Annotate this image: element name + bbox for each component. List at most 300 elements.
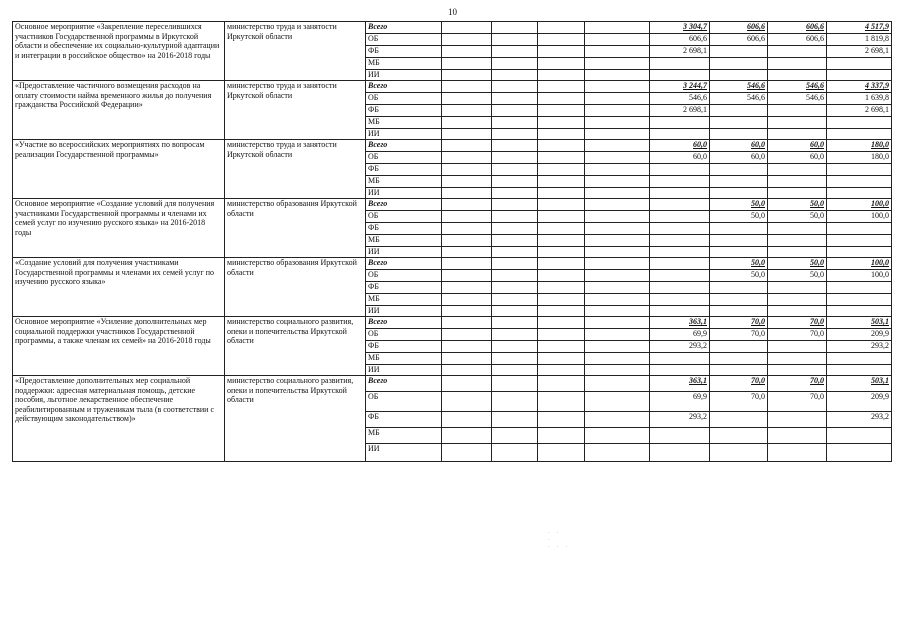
amount-cell	[492, 188, 538, 199]
activity-description: Основное мероприятие «Закрепление переселившихся участников Государственной программы в Иркутской области и обеспечение их социально-культурной адаптации и интеграции в российское общество» на 2016-2018 годы	[13, 22, 225, 81]
amount-cell	[492, 428, 538, 444]
amount-cell: 606,6	[710, 34, 768, 46]
responsible-executor: министерство труда и занятости Иркутской области	[225, 140, 366, 199]
amount-cell	[442, 306, 492, 317]
amount-cell: 2 698,1	[650, 105, 710, 117]
amount-cell	[710, 412, 768, 428]
amount-cell: 2 698,1	[827, 46, 892, 58]
amount-cell	[650, 270, 710, 282]
funding-source: ОБ	[366, 34, 442, 46]
amount-cell	[442, 270, 492, 282]
amount-cell	[650, 176, 710, 188]
amount-cell	[585, 223, 650, 235]
amount-cell	[492, 199, 538, 211]
amount-cell	[538, 223, 585, 235]
amount-cell	[538, 140, 585, 152]
amount-cell: 503,1	[827, 376, 892, 392]
budget-table	[12, 21, 892, 462]
amount-cell	[442, 376, 492, 392]
amount-cell	[650, 199, 710, 211]
amount-cell: 100,0	[827, 199, 892, 211]
funding-source: МБ	[366, 58, 442, 70]
amount-cell	[492, 317, 538, 329]
amount-cell: 50,0	[768, 270, 827, 282]
amount-cell	[585, 317, 650, 329]
funding-source: МБ	[366, 294, 442, 306]
amount-cell	[710, 70, 768, 81]
amount-cell	[585, 70, 650, 81]
amount-cell: 60,0	[650, 140, 710, 152]
amount-cell	[538, 341, 585, 353]
amount-cell	[492, 223, 538, 235]
amount-cell	[442, 176, 492, 188]
amount-cell	[827, 176, 892, 188]
amount-cell: 546,6	[650, 93, 710, 105]
amount-cell	[710, 223, 768, 235]
amount-cell	[442, 353, 492, 365]
amount-cell	[442, 294, 492, 306]
amount-cell	[827, 188, 892, 199]
amount-cell: 546,6	[710, 93, 768, 105]
amount-cell	[585, 392, 650, 412]
amount-cell	[492, 294, 538, 306]
amount-cell	[768, 412, 827, 428]
amount-cell	[710, 105, 768, 117]
funding-source: ФБ	[366, 341, 442, 353]
funding-source: Всего	[366, 140, 442, 152]
amount-cell	[650, 306, 710, 317]
amount-cell	[492, 341, 538, 353]
amount-cell	[768, 282, 827, 294]
amount-cell	[768, 176, 827, 188]
amount-cell	[538, 211, 585, 223]
amount-cell	[585, 365, 650, 376]
amount-cell	[585, 282, 650, 294]
amount-cell	[442, 46, 492, 58]
amount-cell	[710, 188, 768, 199]
amount-cell	[768, 164, 827, 176]
funding-source: МБ	[366, 235, 442, 247]
amount-cell	[827, 247, 892, 258]
amount-cell: 293,2	[650, 341, 710, 353]
amount-cell	[442, 34, 492, 46]
amount-cell	[538, 58, 585, 70]
responsible-executor: министерство труда и занятости Иркутской области	[225, 22, 366, 81]
activity-description: «Предоставление дополнительных мер социальной поддержки: адресная материальная помощь, детские пособия, льготное лекарственное обеспечение реабилитированным и труженикам тыла (в соответствии с действующим законодательством)»	[13, 376, 225, 462]
amount-cell: 60,0	[768, 152, 827, 164]
amount-cell: 3 304,7	[650, 22, 710, 34]
amount-cell	[492, 34, 538, 46]
amount-cell	[710, 282, 768, 294]
amount-cell	[827, 428, 892, 444]
amount-cell	[827, 294, 892, 306]
amount-cell	[538, 93, 585, 105]
amount-cell	[492, 93, 538, 105]
amount-cell	[538, 105, 585, 117]
amount-cell	[492, 58, 538, 70]
table-row	[13, 317, 892, 329]
amount-cell: 69,9	[650, 392, 710, 412]
funding-source: МБ	[366, 176, 442, 188]
amount-cell	[768, 428, 827, 444]
amount-cell	[442, 317, 492, 329]
amount-cell	[710, 306, 768, 317]
amount-cell	[492, 270, 538, 282]
amount-cell	[650, 58, 710, 70]
amount-cell	[710, 365, 768, 376]
amount-cell	[538, 176, 585, 188]
amount-cell	[442, 105, 492, 117]
amount-cell	[492, 117, 538, 129]
amount-cell	[585, 58, 650, 70]
amount-cell	[538, 117, 585, 129]
amount-cell	[492, 81, 538, 93]
amount-cell	[827, 444, 892, 462]
activity-description: Основное мероприятие «Усиление дополнительных мер социальной поддержки участников Государственной программы, а также членам их семей» на 2016-2018 годы	[13, 317, 225, 376]
funding-source: МБ	[366, 353, 442, 365]
amount-cell	[585, 329, 650, 341]
amount-cell	[585, 34, 650, 46]
amount-cell	[827, 117, 892, 129]
amount-cell	[538, 317, 585, 329]
funding-source: ИИ	[366, 306, 442, 317]
table-row	[13, 22, 892, 34]
amount-cell: 209,9	[827, 392, 892, 412]
amount-cell	[585, 306, 650, 317]
amount-cell	[768, 235, 827, 247]
amount-cell	[492, 211, 538, 223]
amount-cell	[768, 188, 827, 199]
amount-cell	[585, 129, 650, 140]
funding-source: Всего	[366, 258, 442, 270]
amount-cell	[442, 188, 492, 199]
funding-source: ИИ	[366, 129, 442, 140]
amount-cell	[538, 188, 585, 199]
amount-cell: 70,0	[710, 392, 768, 412]
responsible-executor: министерство образования Иркутской области	[225, 258, 366, 317]
amount-cell	[710, 353, 768, 365]
amount-cell	[585, 235, 650, 247]
funding-source: ФБ	[366, 105, 442, 117]
amount-cell	[710, 294, 768, 306]
amount-cell	[442, 428, 492, 444]
amount-cell	[492, 376, 538, 392]
funding-source: Всего	[366, 199, 442, 211]
amount-cell	[585, 341, 650, 353]
amount-cell: 4 337,9	[827, 81, 892, 93]
amount-cell: 2 698,1	[650, 46, 710, 58]
amount-cell: 70,0	[768, 317, 827, 329]
amount-cell	[710, 341, 768, 353]
amount-cell: 180,0	[827, 152, 892, 164]
amount-cell	[827, 70, 892, 81]
amount-cell	[585, 22, 650, 34]
amount-cell	[442, 247, 492, 258]
amount-cell	[710, 129, 768, 140]
amount-cell	[538, 258, 585, 270]
amount-cell	[442, 58, 492, 70]
amount-cell: 363,1	[650, 317, 710, 329]
amount-cell	[585, 376, 650, 392]
funding-source: ИИ	[366, 188, 442, 199]
amount-cell	[492, 392, 538, 412]
amount-cell: 180,0	[827, 140, 892, 152]
amount-cell	[650, 353, 710, 365]
amount-cell	[650, 117, 710, 129]
amount-cell	[442, 235, 492, 247]
amount-cell	[585, 117, 650, 129]
amount-cell: 50,0	[710, 270, 768, 282]
funding-source: ОБ	[366, 211, 442, 223]
funding-source: ОБ	[366, 93, 442, 105]
amount-cell	[710, 176, 768, 188]
amount-cell	[768, 444, 827, 462]
funding-source: ИИ	[366, 365, 442, 376]
amount-cell	[538, 392, 585, 412]
funding-source: ОБ	[366, 270, 442, 282]
table-row	[13, 81, 892, 93]
amount-cell	[442, 412, 492, 428]
funding-source: Всего	[366, 22, 442, 34]
amount-cell	[768, 58, 827, 70]
amount-cell	[768, 341, 827, 353]
funding-source: Всего	[366, 317, 442, 329]
amount-cell	[710, 428, 768, 444]
amount-cell	[538, 444, 585, 462]
amount-cell	[538, 81, 585, 93]
responsible-executor: министерство образования Иркутской области	[225, 199, 366, 258]
amount-cell	[538, 412, 585, 428]
amount-cell: 70,0	[710, 329, 768, 341]
amount-cell: 2 698,1	[827, 105, 892, 117]
amount-cell	[650, 70, 710, 81]
funding-source: ОБ	[366, 152, 442, 164]
amount-cell	[492, 129, 538, 140]
amount-cell	[442, 140, 492, 152]
amount-cell: 606,6	[710, 22, 768, 34]
amount-cell	[768, 294, 827, 306]
amount-cell	[492, 105, 538, 117]
amount-cell	[538, 235, 585, 247]
amount-cell	[442, 199, 492, 211]
amount-cell	[492, 70, 538, 81]
amount-cell	[585, 258, 650, 270]
amount-cell	[585, 46, 650, 58]
amount-cell	[442, 152, 492, 164]
amount-cell	[538, 164, 585, 176]
funding-source: Всего	[366, 376, 442, 392]
amount-cell	[492, 365, 538, 376]
funding-source: ФБ	[366, 223, 442, 235]
amount-cell	[538, 22, 585, 34]
amount-cell	[585, 428, 650, 444]
amount-cell	[492, 22, 538, 34]
amount-cell	[538, 353, 585, 365]
amount-cell: 546,6	[768, 81, 827, 93]
amount-cell: 4 517,9	[827, 22, 892, 34]
amount-cell	[585, 199, 650, 211]
amount-cell	[650, 247, 710, 258]
amount-cell	[768, 306, 827, 317]
amount-cell	[768, 70, 827, 81]
scan-specks: · · · · · ·	[548, 531, 571, 550]
amount-cell	[442, 164, 492, 176]
funding-source: ФБ	[366, 46, 442, 58]
funding-source: ИИ	[366, 247, 442, 258]
amount-cell	[538, 306, 585, 317]
amount-cell	[585, 81, 650, 93]
activity-description: «Участие во всероссийских мероприятиях по вопросам реализации Государственной программы»	[13, 140, 225, 199]
amount-cell	[538, 329, 585, 341]
activity-description: «Создание условий для получения участниками Государственной программы и членами их семей услуг по изучению русского языка»	[13, 258, 225, 317]
amount-cell	[710, 58, 768, 70]
amount-cell	[585, 353, 650, 365]
amount-cell	[442, 341, 492, 353]
amount-cell: 363,1	[650, 376, 710, 392]
funding-source: Всего	[366, 81, 442, 93]
amount-cell	[768, 223, 827, 235]
amount-cell	[442, 81, 492, 93]
amount-cell	[585, 211, 650, 223]
amount-cell	[538, 428, 585, 444]
amount-cell	[442, 211, 492, 223]
amount-cell	[650, 188, 710, 199]
amount-cell	[585, 152, 650, 164]
amount-cell	[827, 353, 892, 365]
amount-cell: 3 244,7	[650, 81, 710, 93]
amount-cell: 70,0	[768, 376, 827, 392]
amount-cell	[492, 282, 538, 294]
amount-cell	[492, 152, 538, 164]
activity-description: «Предоставление частичного возмещения расходов на оплату стоимости найма временного жилья до получения гражданства Российской Федерации»	[13, 81, 225, 140]
amount-cell: 69,9	[650, 329, 710, 341]
amount-cell	[827, 58, 892, 70]
amount-cell	[710, 164, 768, 176]
amount-cell	[827, 223, 892, 235]
amount-cell	[538, 199, 585, 211]
amount-cell	[538, 152, 585, 164]
funding-source: ИИ	[366, 444, 442, 462]
amount-cell	[650, 223, 710, 235]
table-row	[13, 199, 892, 211]
amount-cell	[492, 176, 538, 188]
amount-cell: 606,6	[768, 34, 827, 46]
amount-cell	[442, 329, 492, 341]
amount-cell	[585, 164, 650, 176]
responsible-executor: министерство социального развития, опеки и попечительства Иркутской области	[225, 376, 366, 462]
amount-cell	[442, 444, 492, 462]
amount-cell	[768, 353, 827, 365]
amount-cell: 100,0	[827, 211, 892, 223]
amount-cell	[710, 235, 768, 247]
amount-cell	[538, 129, 585, 140]
amount-cell	[585, 412, 650, 428]
amount-cell	[442, 365, 492, 376]
amount-cell	[585, 105, 650, 117]
amount-cell	[538, 70, 585, 81]
amount-cell: 60,0	[710, 152, 768, 164]
amount-cell	[827, 365, 892, 376]
amount-cell	[650, 365, 710, 376]
page-number: 10	[448, 7, 457, 17]
amount-cell: 546,6	[710, 81, 768, 93]
amount-cell	[768, 365, 827, 376]
amount-cell	[492, 444, 538, 462]
amount-cell	[492, 46, 538, 58]
amount-cell: 70,0	[768, 329, 827, 341]
amount-cell: 100,0	[827, 258, 892, 270]
amount-cell	[538, 376, 585, 392]
amount-cell: 50,0	[710, 258, 768, 270]
amount-cell	[492, 306, 538, 317]
funding-source: ФБ	[366, 164, 442, 176]
amount-cell: 70,0	[710, 317, 768, 329]
amount-cell	[538, 270, 585, 282]
amount-cell	[650, 235, 710, 247]
amount-cell	[650, 211, 710, 223]
amount-cell: 50,0	[710, 199, 768, 211]
table-row	[13, 258, 892, 270]
amount-cell	[442, 282, 492, 294]
amount-cell	[538, 247, 585, 258]
amount-cell	[442, 392, 492, 412]
amount-cell	[650, 444, 710, 462]
amount-cell: 70,0	[768, 392, 827, 412]
funding-source: ОБ	[366, 392, 442, 412]
amount-cell: 606,6	[768, 22, 827, 34]
amount-cell	[492, 412, 538, 428]
amount-cell: 209,9	[827, 329, 892, 341]
amount-cell	[585, 188, 650, 199]
amount-cell	[768, 46, 827, 58]
amount-cell	[538, 294, 585, 306]
amount-cell	[492, 140, 538, 152]
funding-source: ФБ	[366, 282, 442, 294]
amount-cell	[538, 34, 585, 46]
amount-cell	[827, 282, 892, 294]
amount-cell	[492, 329, 538, 341]
amount-cell: 70,0	[710, 376, 768, 392]
amount-cell: 50,0	[768, 211, 827, 223]
funding-source: МБ	[366, 428, 442, 444]
amount-cell: 60,0	[710, 140, 768, 152]
amount-cell	[492, 258, 538, 270]
amount-cell	[585, 176, 650, 188]
amount-cell: 293,2	[827, 412, 892, 428]
amount-cell	[538, 365, 585, 376]
amount-cell	[585, 140, 650, 152]
amount-cell: 606,6	[650, 34, 710, 46]
amount-cell	[538, 46, 585, 58]
table-row	[13, 140, 892, 152]
amount-cell	[710, 247, 768, 258]
amount-cell: 60,0	[650, 152, 710, 164]
amount-cell	[768, 105, 827, 117]
amount-cell	[442, 258, 492, 270]
amount-cell	[585, 93, 650, 105]
activity-description: Основное мероприятие «Создание условий для получения участниками Государственной программы и членами их семей услуг по изучению русского языка» на 2016-2018 годы	[13, 199, 225, 258]
amount-cell: 1 639,8	[827, 93, 892, 105]
amount-cell	[710, 46, 768, 58]
amount-cell: 60,0	[768, 140, 827, 152]
funding-source: МБ	[366, 117, 442, 129]
amount-cell	[585, 444, 650, 462]
amount-cell	[492, 353, 538, 365]
amount-cell: 1 819,8	[827, 34, 892, 46]
amount-cell	[650, 258, 710, 270]
funding-source: ОБ	[366, 329, 442, 341]
table-row	[13, 376, 892, 392]
